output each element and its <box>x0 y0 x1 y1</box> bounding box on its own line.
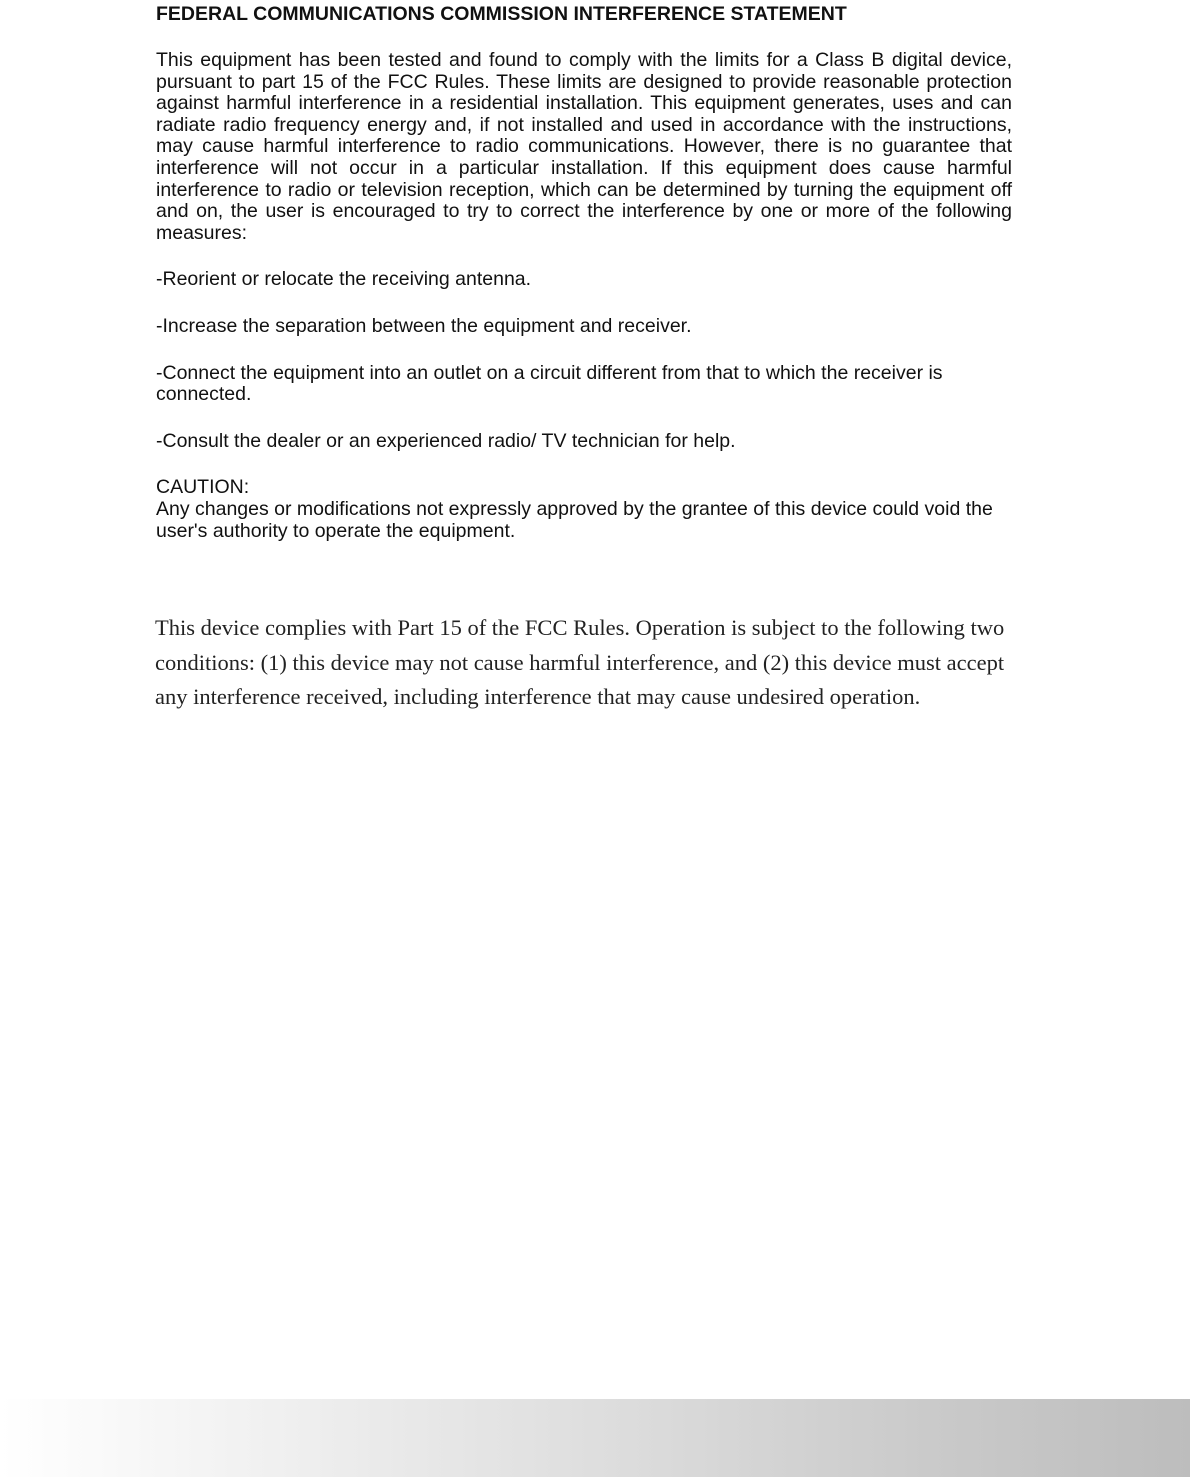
part15-compliance-paragraph: This device complies with Part 15 of the FCC Rules. Operation is subject to the following two conditions: (1) this device may not cause harmful interference, and (2) this device must accept any interference received, including interference that may cause undesired operation. <box>155 615 1005 709</box>
statement-heading: FEDERAL COMMUNICATIONS COMMISSION INTERFERENCE STATEMENT <box>156 3 847 25</box>
caution-section <box>156 477 1012 542</box>
caution-title: CAUTION: <box>156 476 250 499</box>
caution-text: Any changes or modifications not expressly approved by the grantee of this device could void the user's authority to operate the equipment. <box>156 497 993 542</box>
statement-paragraph: This equipment has been tested and found to comply with the limits for a Class B digital device, pursuant to part 15 of the FCC Rules. These limits are designed to provide reasonable protection against harmful interference in a residential installation. This equipment generates, uses and can radiate radio frequency energy and, if not installed and used in accordance with the instructions, may cause harmful interference to radio communications. However, there is no guarantee that interference will not occur in a particular installation. If this equipment does cause harmful interference to radio or television reception, which can be determined by turning the equipment off and on, the user is encouraged to try to correct the interference by one or more of the following measures: <box>156 49 1012 244</box>
footer-gradient-band <box>0 1399 1190 1477</box>
measure-item-separation: -Increase the separation between the equipment and receiver. <box>156 314 692 337</box>
fcc-interference-statement <box>156 2 1012 542</box>
measure-item-outlet: -Connect the equipment into an outlet on a circuit different from that to which the receiver is connected. <box>156 361 943 406</box>
measure-item-consult: -Consult the dealer or an experienced radio/ TV technician for help. <box>156 429 736 452</box>
measure-item-reorient: -Reorient or relocate the receiving antenna. <box>156 268 532 291</box>
